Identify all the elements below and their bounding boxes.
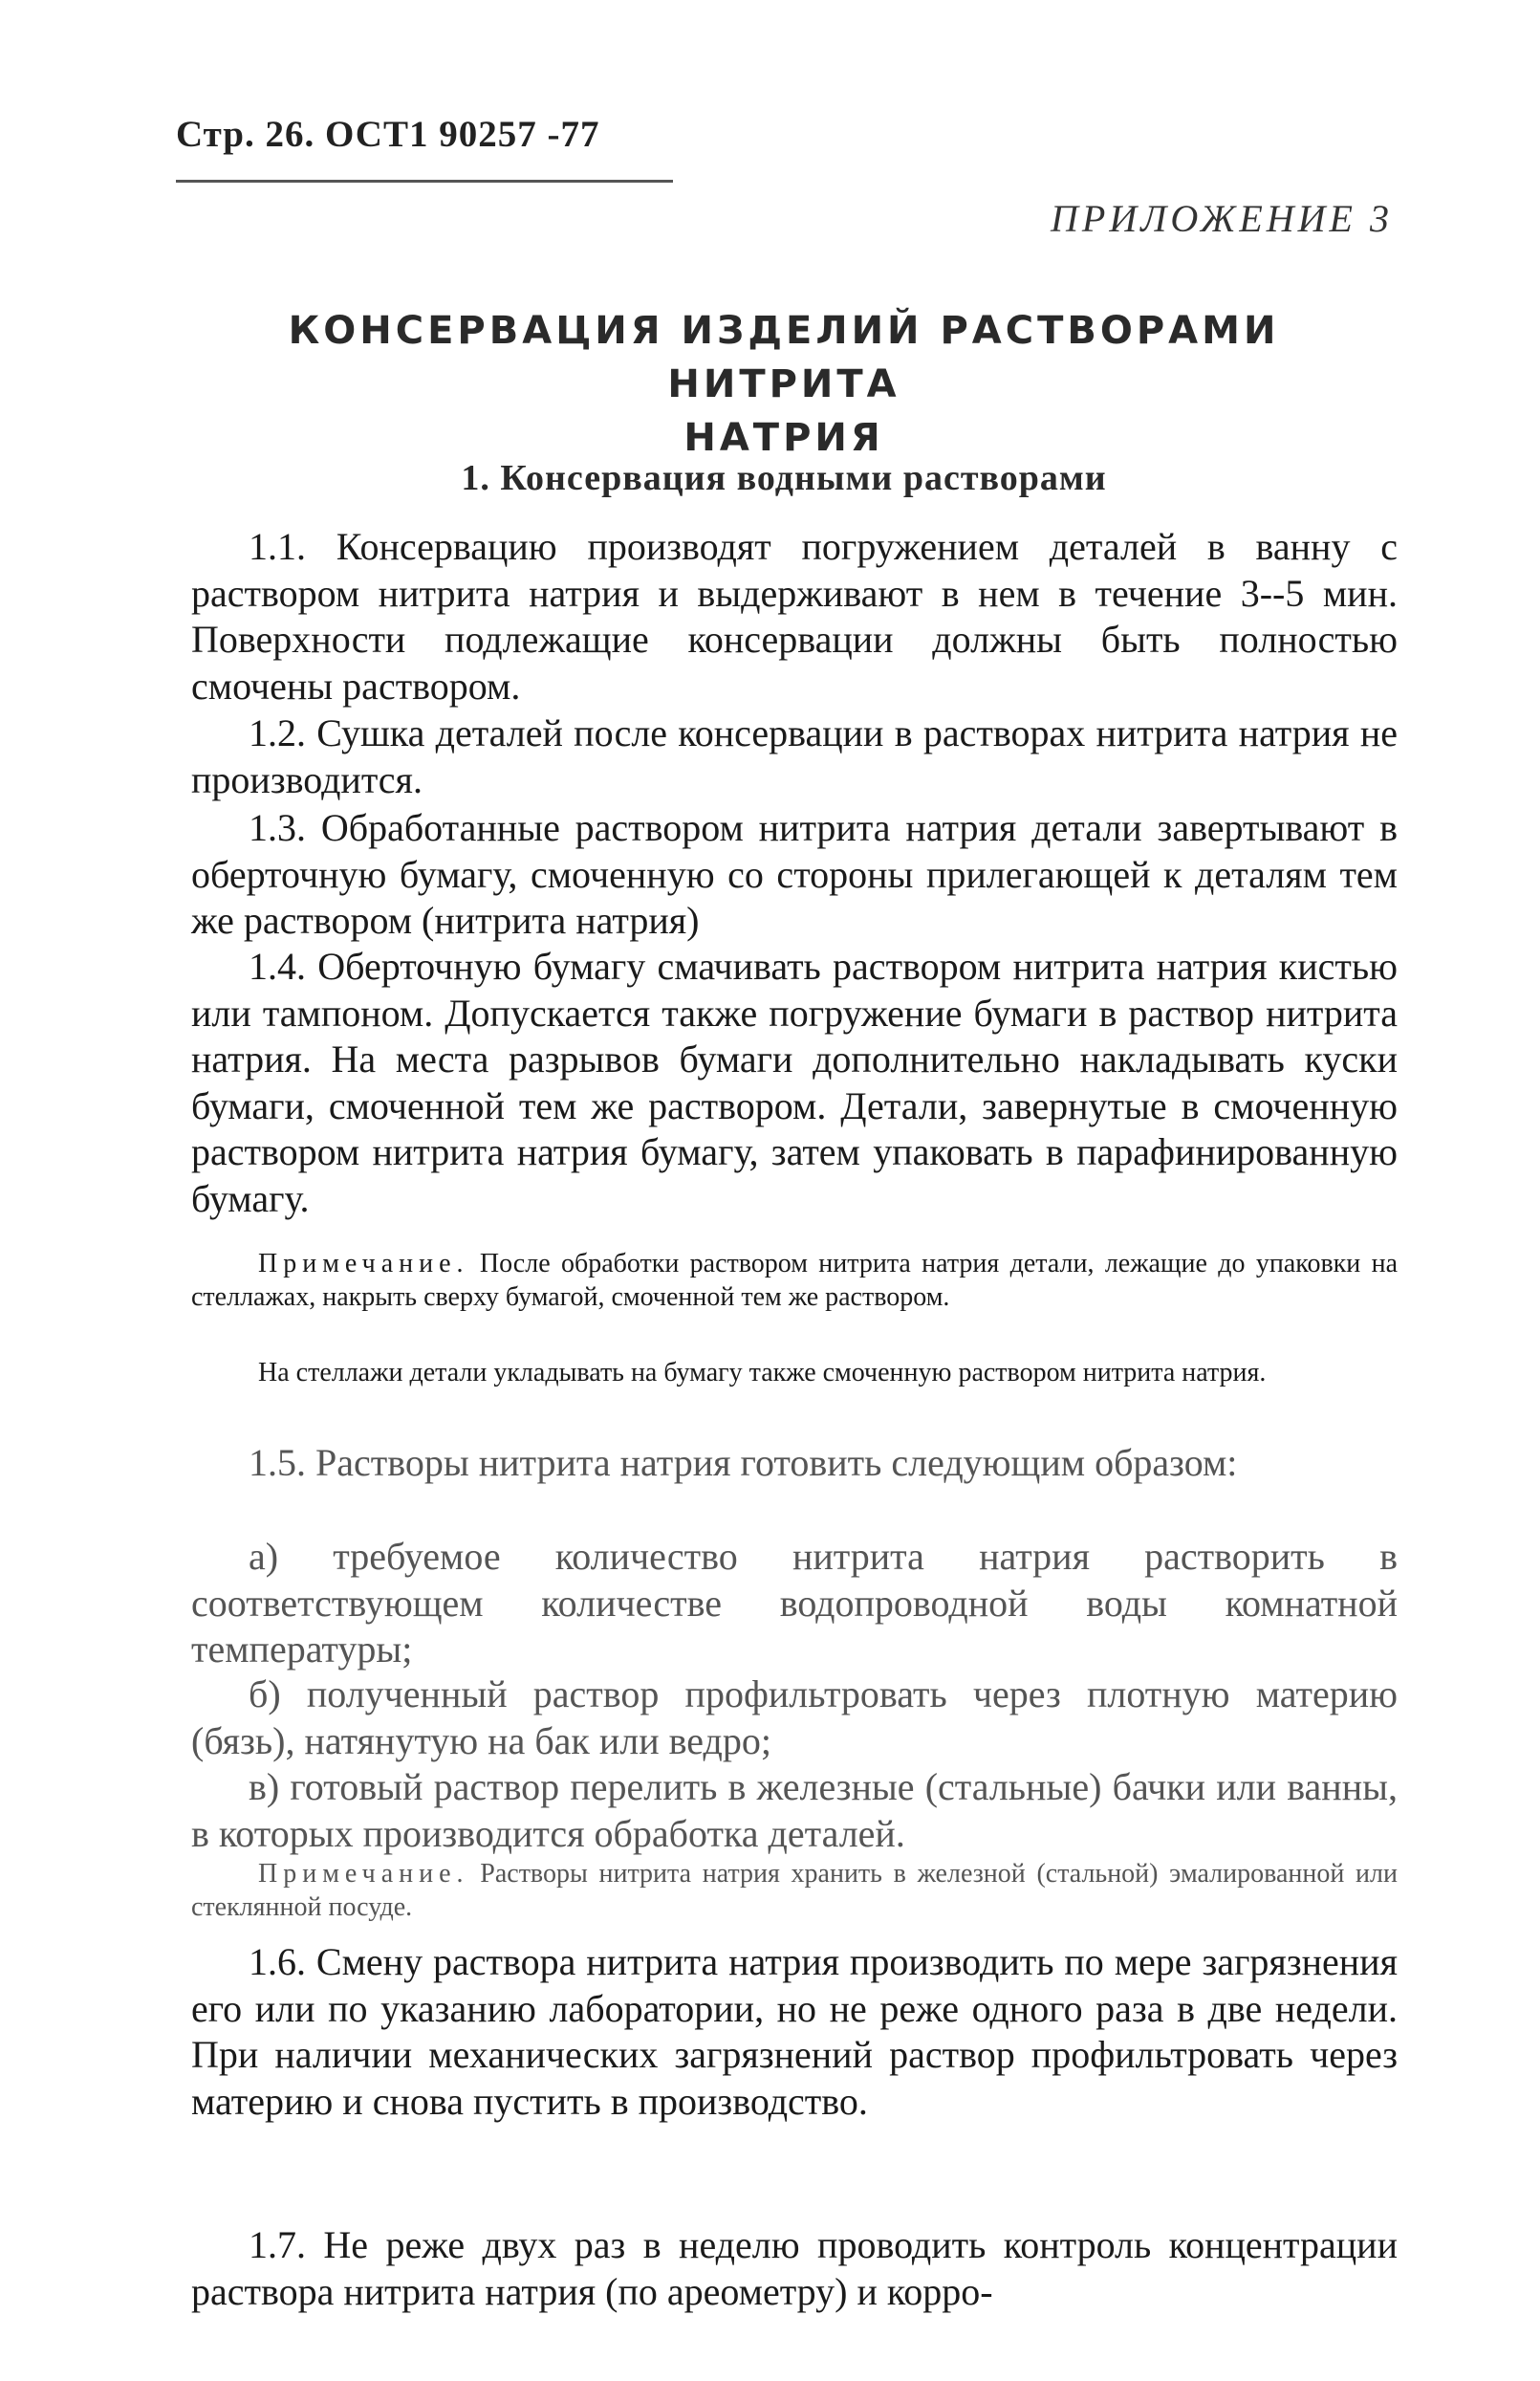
title-line-1: КОНСЕРВАЦИЯ ИЗДЕЛИЙ РАСТВОРАМИ НИТРИТА [288,309,1280,406]
paragraph-1-6: 1.6. Смену раствора нитрита натрия производить по мере загрязнения его или по указанию лаборатории, но не реже одного раза в две недели. При наличии механических загрязнений раствор профильтровать через материю и снова пустить в производство. [191,1940,1398,2123]
note-1 [191,1247,1398,1314]
paragraph-1-7: 1.7. Не реже двух раз в неделю проводить контроль концентрации раствора нитрита натрия (по ареометру) и корро- [191,2223,1398,2313]
paragraph-1-5-a: а) требуемое количество нитрита натрия растворить в соответствующем количестве водопроводной воды комнатной температуры; [191,1535,1398,1671]
section-heading: 1. Консервация водными растворами [461,458,1107,498]
paragraph-1-4: 1.4. Оберточную бумагу смачивать раствором нитрита натрия кистью или тампоном. Допускается также погружение бумаги в раствор нитрита натрия. На места разрывов бумаги дополнительно накладывать куски бумаги, смоченной тем же раствором. Детали, завернутые в смоченную раствором нитрита натрия бумагу, затем упаковать в парафинированную бумагу. [191,945,1398,1220]
note-2-text: Растворы нитрита натрия хранить в железной (стальной) эмалированной или стеклянной посуде. [191,1859,1398,1922]
note-1-continued: На стеллажи детали укладывать на бумагу также смоченную раствором нитрита натрия. [258,1358,1267,1387]
title-line-2: НАТРИЯ [683,416,884,460]
paragraph-1-2: 1.2. Сушка деталей после консервации в растворах нитрита натрия не производится. [191,711,1398,801]
paragraph-1-3: 1.3. Обработанные раствором нитрита натрия детали завертывают в оберточную бумагу, смоченную со стороны прилегающей к деталям тем же раствором (нитрита натрия) [191,806,1398,942]
paragraph-1-5-b: б) полученный раствор профильтровать через плотную материю (бязь), натянутую на бак или ведро; [191,1672,1398,1762]
paragraph-1-5-c: в) готовый раствор перелить в железные (стальные) бачки или ванны, в которых производится обработка деталей. [191,1765,1398,1855]
note-2 [191,1857,1398,1924]
paragraph-1-1: 1.1. Консервацию производят погружением деталей в ванну с раствором нитрита натрия и выдерживают в нем в течение 3--5 мин. Поверхности подлежащие консервации должны быть полностью смочены раствором. [191,525,1398,708]
note-1-text: После обработки раствором нитрита натрия детали, лежащие до упаковки на стеллажах, накрыть сверху бумагой, смоченной тем же раствором. [191,1249,1398,1312]
appendix-label: ПРИЛОЖЕНИЕ 3 [1051,197,1393,240]
paragraph-1-5: 1.5. Растворы нитрита натрия готовить следующим образом: [249,1441,1238,1484]
note-1-label: Примечание. [258,1249,469,1278]
document-title [172,304,1396,465]
header-rule [176,180,673,183]
page-header: Стр. 26. ОСТ1 90257 -77 [176,114,600,155]
note-2-label: Примечание. [258,1859,469,1889]
